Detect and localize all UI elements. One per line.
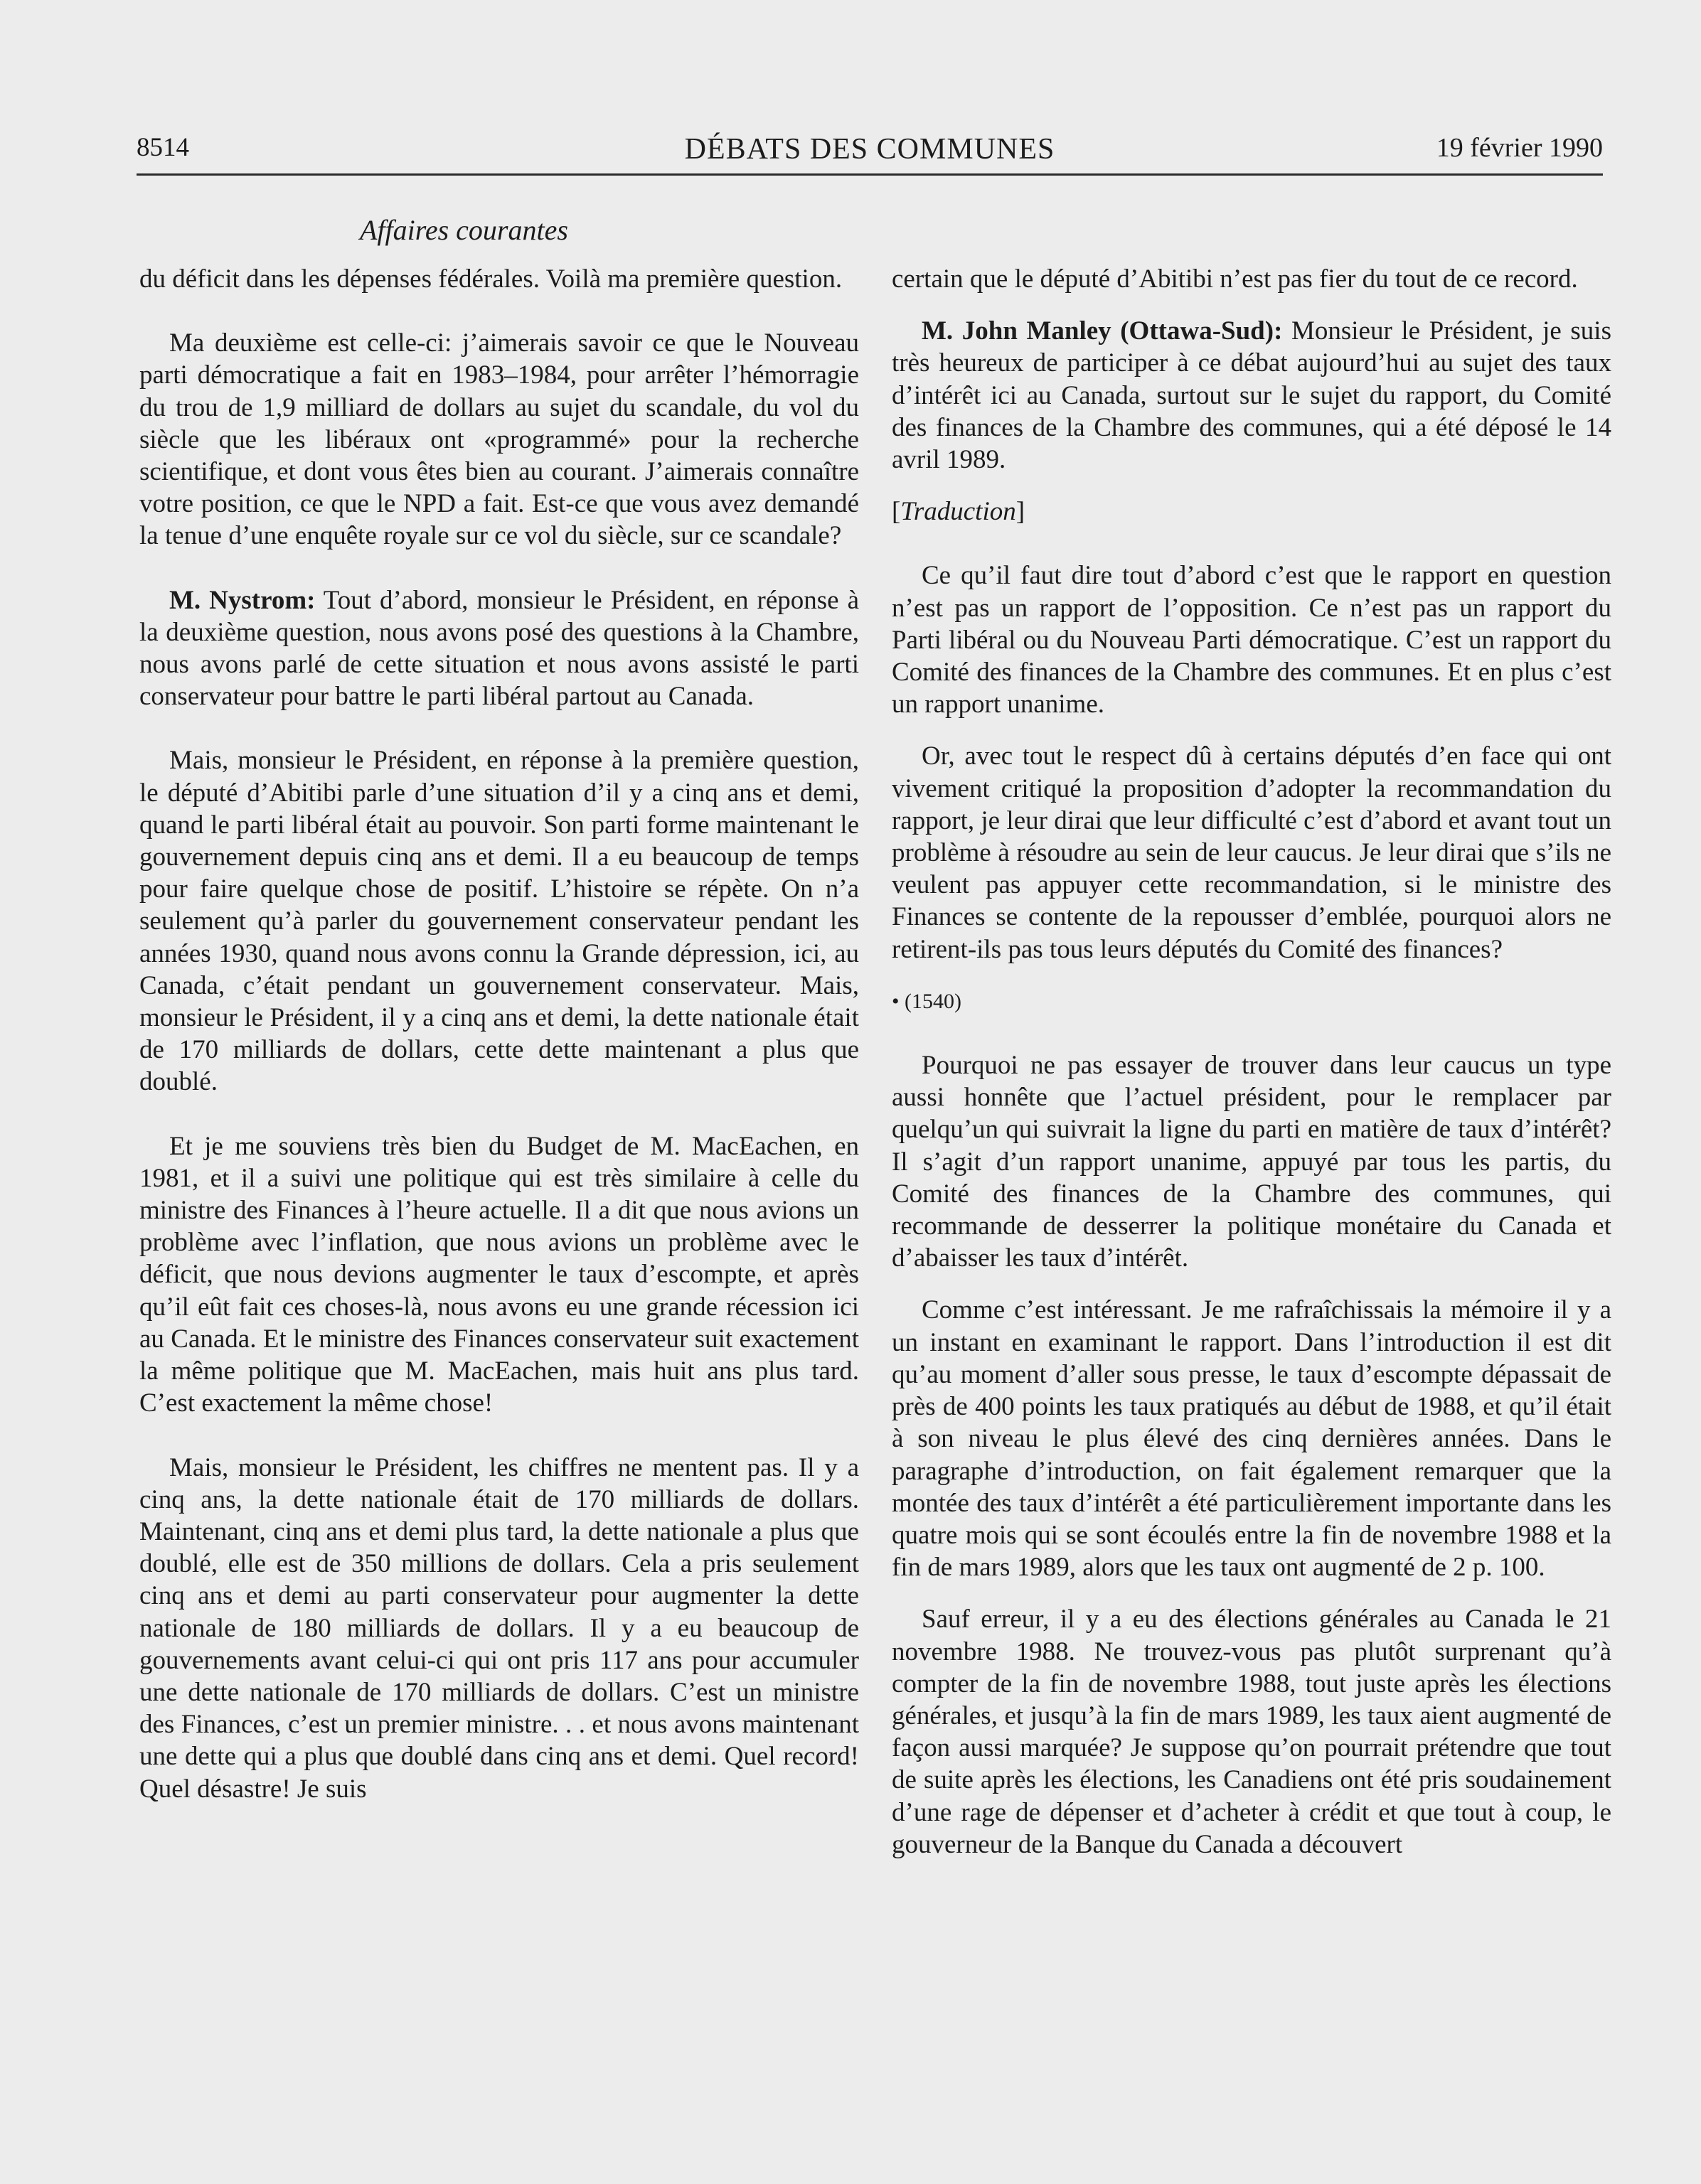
page-number: 8514 <box>137 133 189 162</box>
paragraph: Pourquoi ne pas essayer de trouver dans leur caucus un type aussi honnête que l’actuel président, pour le remplacer par quelqu’un qui suivrait la ligne du parti en matière de taux d’intérêt? Il s’agit d’un rapport unanime, appuyé par tous les partis, du Comité des finances de la Chambre des communes, qui recommande de desserrer la politique monétaire du Canada et d’abaisser les taux d’intérêt. <box>892 1051 1611 1273</box>
translation-marker: [Traduction] <box>892 497 1025 527</box>
paragraph: Or, avec tout le respect dû à certains députés d’en face qui ont vivement critiqué la proposition d’adopter la recommandation du rapport, je leur dirai que leur difficulté c’est d’abord et avant tout un problème à résoudre au sein de leur caucus. Je leur dirai que s’ils ne veulent pas appuyer cette recommandation, si le ministre des Finances se contente de la repousser d’emblée, pourquoi alors ne retirent-ils pas tous leurs députés du Comité des finances? <box>892 742 1611 964</box>
time-marker: • (1540) <box>892 989 961 1013</box>
speech-text: Monsieur le Président, je suis très heureux de participer à ce débat aujourd’hui au sujet des taux d’intérêt ici au Canada, surtout sur le sujet du rapport, du Comité des finances de la Chambre des communes, qui a été déposé le 14 avril 1989. <box>892 316 1611 475</box>
page-header <box>137 132 1603 175</box>
paragraph: Sauf erreur, il y a eu des élections générales au Canada le 21 novembre 1988. Ne trouvez-vous pas plutôt surprenant qu’à compter de la fin de novembre 1988, tout juste après les élections générales, et jusqu’à la fin de mars 1989, les taux aient augmenté de façon aussi marquée? Je suppose qu’on pourrait prétendre que tout de suite après les élections, les Canadiens ont été pris soudainement d’une rage de dépenser et d’acheter à crédit et que tout à coup, le gouverneur de la Banque du Canada a découvert <box>892 1605 1611 1859</box>
paragraph <box>139 584 859 713</box>
paragraph: Mais, monsieur le Président, en réponse à la première question, le député d’Abitibi parle d’une situation d’il y a cinq ans et demi, quand le parti libéral était au pouvoir. Son parti forme maintenant le gouvernement depuis cinq ans et demi. Il a eu beaucoup de temps pour faire quelque chose de positif. L’histoire se répète. On n’a seulement qu’à parler du gouvernement conservateur pendant les années 1930, quand nous avons connu la Grande dépression, ici, au Canada, c’était pendant un gouvernement conservateur. Mais, monsieur le Président, il y a cinq ans et demi, la dette nationale était de 170 milliards de dollars, cette dette maintenant a plus que doublé. <box>139 746 859 1097</box>
paragraph: Et je me souviens très bien du Budget de M. MacEachen, en 1981, et il a suivi une politique qui est très similaire à celle du ministre des Finances à l’heure actuelle. Il a dit que nous avions un problème avec l’inflation, que nous avions un problème avec le déficit, que nous devions augmenter le taux d’escompte, et après qu’il eût fait ces choses-là, nous avons eu une grande récession ici au Canada. Et le ministre des Finances conservateur suit exactement la même politique que M. MacEachen, mais huit ans plus tard. C’est exactement la même chose! <box>139 1131 859 1418</box>
speaker-name: M. John Manley (Ottawa-Sud): <box>922 316 1283 346</box>
header-rule <box>137 173 1603 176</box>
paragraph: du déficit dans les dépenses fédérales. Voilà ma première question. <box>139 264 843 294</box>
bullet-icon: • <box>892 989 900 1013</box>
paragraph: Ce qu’il faut dire tout d’abord c’est que le rapport en question n’est pas un rapport de l’opposition. Ce n’est pas un rapport du Parti libéral ou du Nouveau Parti démocratique. C’est un rapport du Comité des finances de la Chambre des communes. Et en plus c’est un rapport unanime. <box>892 561 1611 719</box>
paragraph: Mais, monsieur le Président, les chiffres ne mentent pas. Il y a cinq ans, la dette nationale était de 170 milliards de dollars. Maintenant, cinq ans et demi plus tard, la dette nationale a plus que doublé, elle est de 350 millions de dollars. Cela a pris seulement cinq ans et demi au parti conservateur pour augmenter la dette nationale de 180 milliards de dollars. Il y a eu beaucoup de gouvernements avant celui-ci qui ont pris 117 ans pour accumuler une dette nationale de 170 milliards de dollars. C’est un ministre des Finances, c’est un premier ministre. . . et nous avons maintenant une dette qui a plus que doublé dans cinq ans et demi. Quel record! Quel désastre! Je suis <box>139 1452 859 1804</box>
left-column <box>139 263 859 1837</box>
paragraph: Ma deuxième est celle-ci: j’aimerais savoir ce que le Nouveau parti démocratique a fait en 1983–1984, pour arrêter l’hémorragie du trou de 1,9 milliard de dollars au sujet du scandale, du vol du siècle que les libéraux ont «programmé» pour la recherche scientifique, et dont vous êtes bien au courant. J’aimerais connaître votre position, ce que le NPD a fait. Est-ce que vous avez demandé la tenue d’une enquête royale sur ce vol du siècle, sur ce scandale? <box>139 328 859 551</box>
paragraph <box>892 315 1611 476</box>
section-heading: Affaires courantes <box>360 214 568 246</box>
journal-title: DÉBATS DES COMMUNES <box>684 133 1055 166</box>
right-column <box>892 263 1611 1880</box>
speech-text: Tout d’abord, monsieur le Président, en réponse à la deuxième question, nous avons posé des questions à la Chambre, nous avons parlé de cette situation et nous avons assisté le parti conservateur pour battre le parti libéral partout au Canada. <box>139 585 859 712</box>
issue-date: 19 février 1990 <box>1436 133 1603 163</box>
paragraph: certain que le député d’Abitibi n’est pas fier du tout de ce record. <box>892 264 1578 294</box>
paragraph: Comme c’est intéressant. Je me rafraîchissais la mémoire il y a un instant en examinant le rapport. Dans l’introduction il est dit qu’au moment d’aller sous presse, le taux d’escompte dépassait de près de 400 points les taux pratiqués au début de 1988, et qu’il était à son niveau le plus élevé des cinq dernières années. Dans le paragraphe d’introduction, on fait également remarquer que la montée des taux d’intérêt a été particulièrement importante dans les quatre mois qui se sont écoulés entre la fin de novembre 1988 et la fin de mars 1989, alors que les taux ont augmenté de 2 p. 100. <box>892 1295 1611 1583</box>
speaker-name: M. Nystrom: <box>169 585 316 615</box>
